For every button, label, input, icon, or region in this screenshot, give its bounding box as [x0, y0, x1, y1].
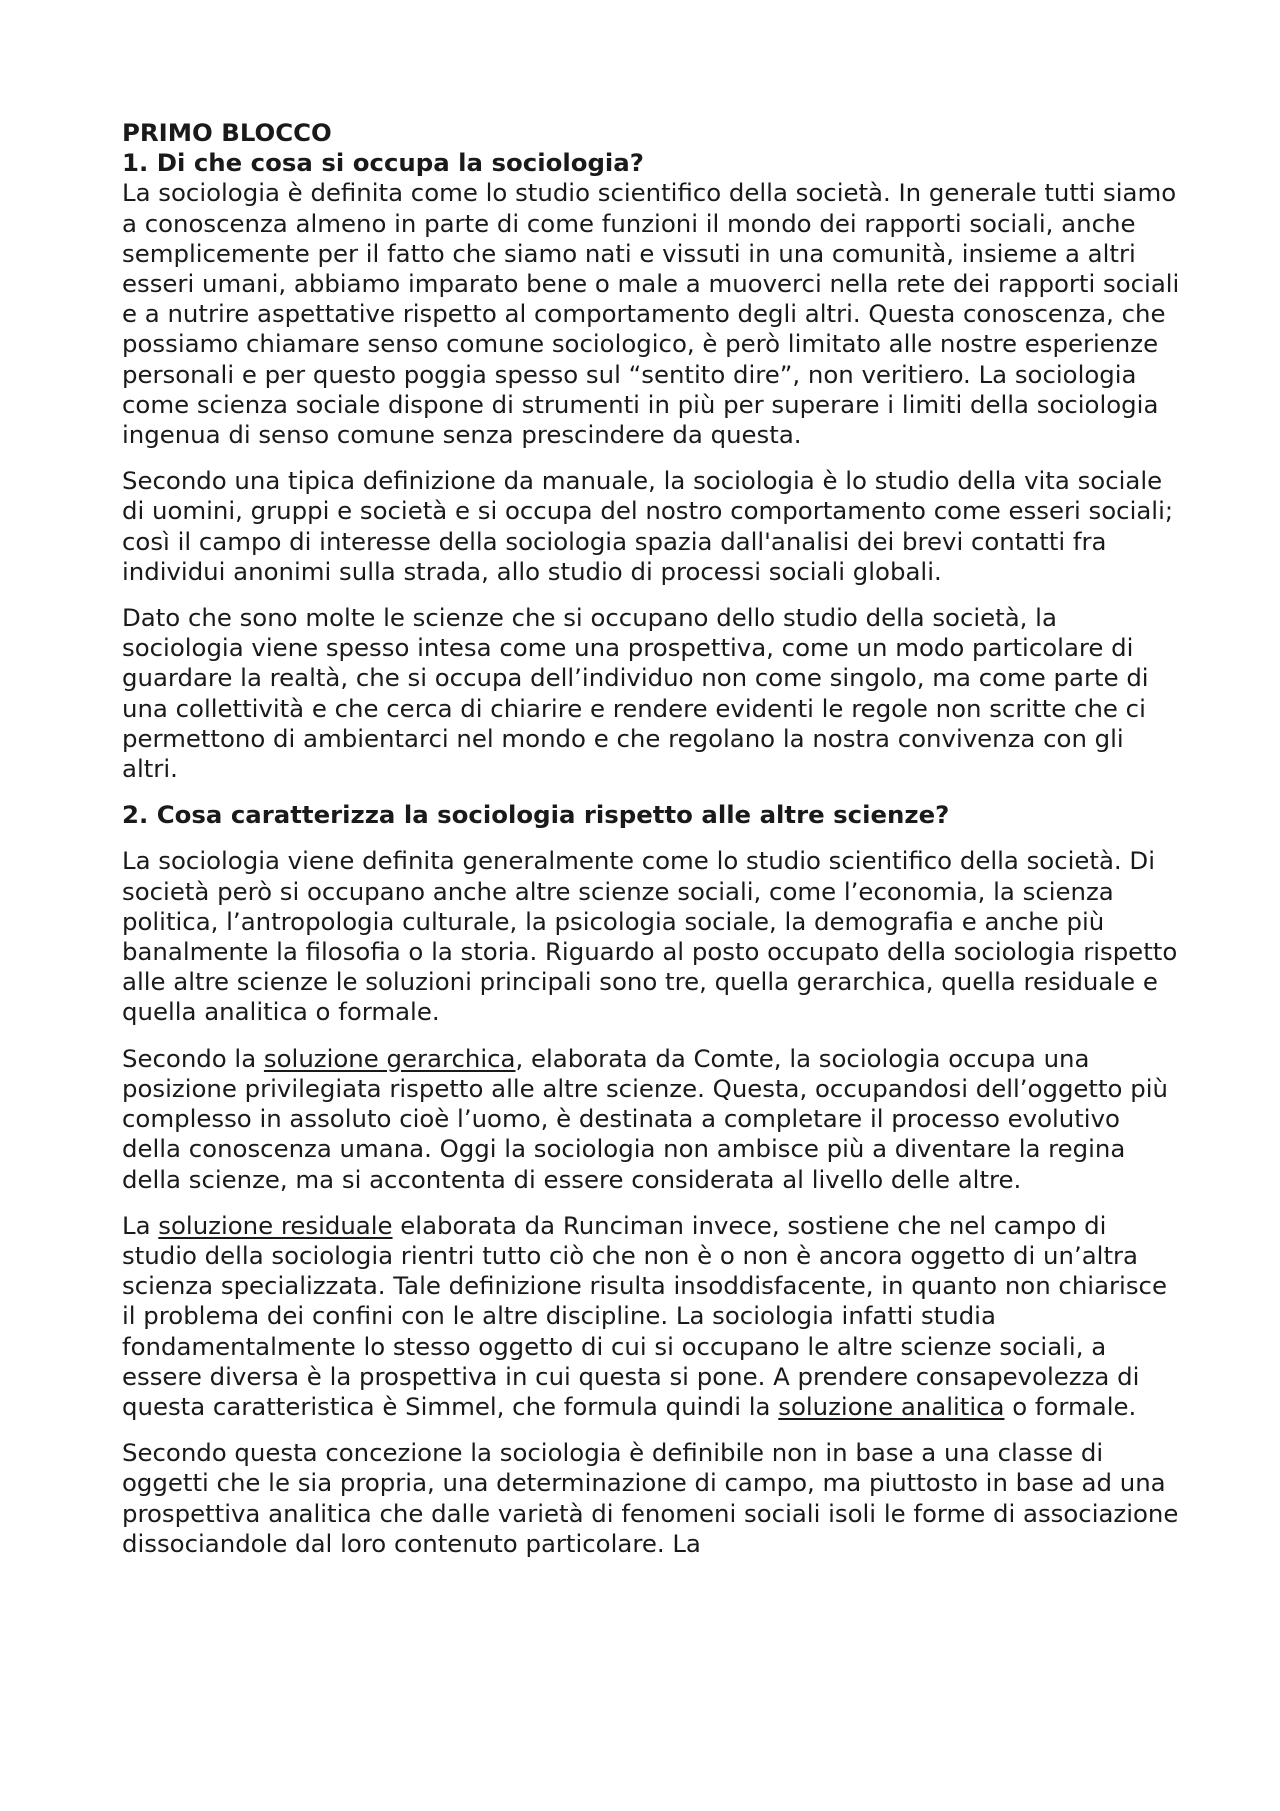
q2-paragraph-4: Secondo questa concezione la sociologia è definibile non in base a una classe di oggetti che le sia propria, una determinazione di campo, ma piuttosto in base ad una prospettiva analitica che dalle varietà di fenomeni sociali isoli le forme di associazione dissociandole dal loro contenuto particolare. La: [122, 1438, 1179, 1558]
q1-paragraph-2: Secondo una tipica definizione da manuale, la sociologia è lo studio della vita sociale di uomini, gruppi e società e si occupa del nostro comportamento come esseri sociali; così il campo di interesse della sociologia spazia dall'analisi dei brevi contatti fra individui anonimi sulla strada, allo studio di processi sociali globali.: [122, 466, 1174, 586]
document-page: [122, 118, 1182, 1575]
underlined-term-gerarchica: soluzione gerarchica: [263, 1043, 516, 1073]
q2-p3-text-c: o formale.: [1004, 1391, 1137, 1421]
underlined-term-analitica: soluzione analitica: [778, 1391, 1005, 1421]
underlined-term-residuale: soluzione residuale: [158, 1210, 393, 1240]
question-1-title: 1. Di che cosa si occupa la sociologia?: [122, 148, 644, 178]
question-2-title: 2. Cosa caratterizza la sociologia rispetto alle altre scienze?: [122, 800, 950, 830]
q2-paragraph-1: La sociologia viene definita generalmente come lo studio scientifico della società. Di società però si occupano anche altre scienze sociali, come l’economia, la scienza politica, l’antropologia culturale, la psicologia sociale, la demografia e anche più banalmente la filosofia o la storia. Riguardo al posto occupato della sociologia rispetto alle altre scienze le soluzioni principali sono tre, quella gerarchica, quella residuale e quella analitica o formale.: [122, 846, 1178, 1027]
q1-paragraph-3: Dato che sono molte le scienze che si occupano dello studio della società, la sociologia viene spesso intesa come una prospettiva, come un modo particolare di guardare la realtà, che si occupa dell’individuo non come singolo, ma come parte di una collettività e che cerca di chiarire e rendere evidenti le regole non scritte che ci permettono di ambientarci nel mondo e che regolano la nostra convivenza con gli altri.: [122, 603, 1149, 784]
q2-p3-text-a: La: [122, 1210, 159, 1240]
q2-p3-text-b: elaborata da Runciman invece, sostiene che nel campo di studio della sociologia rientri tutto ciò che non è o non è ancora oggetto di un’altra scienza specializzata. Tale definizione risulta insoddisfacente, in quanto non chiarisce il problema dei confini con le altre discipline. La sociologia infatti studia fondamentalmente lo stesso oggetto di cui si occupano le altre scienze sociali, a essere diversa è la prospettiva in cui questa si pone. A prendere consapevolezza di questa caratteristica è Simmel, che formula quindi la: [122, 1210, 1167, 1421]
q2-p2-text-b: , elaborata da Comte, la sociologia occupa una posizione privilegiata rispetto alle altre scienze. Questa, occupandosi dell’oggetto più complesso in assoluto cioè l’uomo, è destinata a completare il processo evolutivo della conoscenza umana. Oggi la sociologia non ambisce più a diventare la regina della scienze, ma si accontenta di essere considerata al livello delle altre.: [122, 1043, 1168, 1194]
q2-paragraph-2: [122, 1044, 1182, 1195]
q2-p2-text-a: Secondo la: [122, 1043, 264, 1073]
block-title: PRIMO BLOCCO: [122, 118, 332, 147]
q1-paragraph-1: La sociologia è definita come lo studio scientifico della società. In generale tutti siamo a conoscenza almeno in parte di come funzioni il mondo dei rapporti sociali, anche semplicemente per il fatto che siamo nati e vissuti in una comunità, insieme a altri esseri umani, abbiamo imparato bene o male a muoverci nella rete dei rapporti sociali e a nutrire aspettative rispetto al comportamento degli altri. Questa conoscenza, che possiamo chiamare senso comune sociologico, è però limitato alle nostre esperienze personali e per questo poggia spesso sul “sentito dire”, non veritiero. La sociologia come scienza sociale dispone di strumenti in più per superare i limiti della sociologia ingenua di senso comune senza prescindere da questa.: [122, 178, 1180, 450]
q2-paragraph-3: [122, 1211, 1182, 1422]
